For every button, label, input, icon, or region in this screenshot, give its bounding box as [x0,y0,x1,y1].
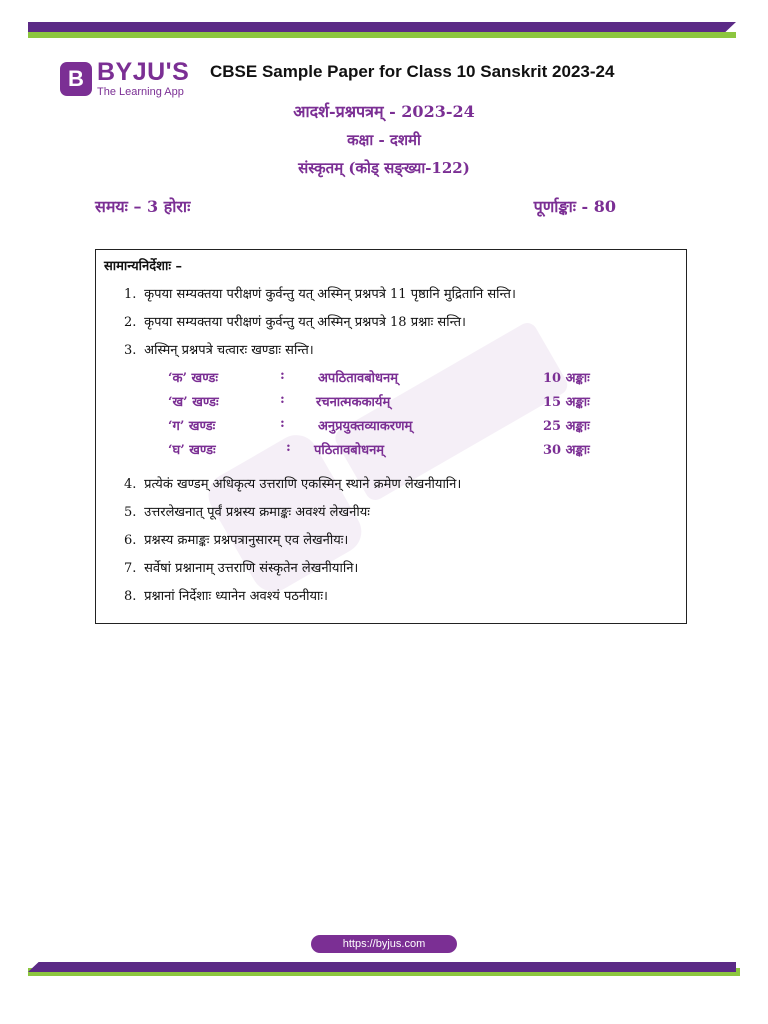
byjus-logo [60,60,189,98]
instruction-item: 5. उत्तरलेखनात् पूर्वं प्रश्नस्य क्रमाङ्कः अवश्यं लेखनीयः [124,505,370,520]
footer-url-link[interactable]: https://byjus.com [311,935,457,953]
top-bar-green [28,32,736,38]
subject-line: संस्कृतम् (कोड् सङ्ख्या-122) [298,159,470,177]
logo-mark-icon: B [60,62,92,96]
instructions-box: सामान्यनिर्देशाः – 1. कृपया सम्यक्तया परीक्षणं कुर्वन्तु यत् अस्मिन् प्रश्नपत्रे 11 पृष्ठानि मुद्रितानि सन्ति। 2. कृपया सम्यक्तया परीक्षणं कुर्वन्तु यत् अस्मिन् प्रश्नपत्रे 18 प्रश्नाः सन्ति। 3. अस्मिन् प्रश्नपत्रे चत्वारः खण्डाः सन्ति। ‘क’ खण्डः : अपठितावबोधनम् 10 अङ्काः ‘ख’ खण्डः : रचनात्मककार्यम् 15 अङ्काः ‘ग’ खण्डः : अनुप्रयुक्तव्याकरणम् 25 अङ्काः ‘घ’ खण्डः : पठितावबोधनम् 30 अङ्काः 4. प्रत्येकं खण्डम् अधिकृत्य उत्तराणि एकस्मिन् स्थाने क्रमेण लेखनीयानि। 5. उत्तरलेखनात् पूर्वं प्रश्नस्य क्रमाङ्कः अवश्यं लेखनीयः 6. प्रश्नस्य क्रमाङ्कः प्रश्नपत्रानुसारम् एव लेखनीयः। 7. सर्वेषां प्रश्नानाम् उत्तराणि संस्कृतेन लेखनीयानि। 8. प्रश्नानां निर्देशाः ध्यानेन अवश्यं पठनीयाः। [95,249,687,624]
logo-word: BYJU'S [97,58,190,86]
total-marks: पूर्णाङ्काः - 80 [533,197,616,216]
top-bar-purple [28,22,736,32]
instruction-item: 8. प्रश्नानां निर्देशाः ध्यानेन अवश्यं पठनीयाः। [124,589,328,604]
bottom-bar-purple [28,962,736,972]
instruction-item: 6. प्रश्नस्य क्रमाङ्कः प्रश्नपत्रानुसारम् एव लेखनीयः। [124,533,349,548]
instructions-heading: सामान्यनिर्देशाः – [104,259,183,274]
paper-title: आदर्श-प्रश्नपत्रम् - 2023-24 [293,102,475,121]
class-line: कक्षा - दशमी [347,131,421,149]
logo-tagline: The Learning App [97,86,184,98]
header-title: CBSE Sample Paper for Class 10 Sanskrit 2023-24 [210,62,615,81]
instruction-item: 1. कृपया सम्यक्तया परीक्षणं कुर्वन्तु यत् अस्मिन् प्रश्नपत्रे 11 पृष्ठानि मुद्रितानि सन्ति। [124,287,516,302]
instruction-item: 4. प्रत्येकं खण्डम् अधिकृत्य उत्तराणि एकस्मिन् स्थाने क्रमेण लेखनीयानि। [124,477,462,492]
instruction-item: 7. सर्वेषां प्रश्नानाम् उत्तराणि संस्कृतेन लेखनीयानि। [124,561,359,576]
instruction-item: 3. अस्मिन् प्रश्नपत्रे चत्वारः खण्डाः सन्ति। [124,343,314,358]
instruction-item: 2. कृपया सम्यक्तया परीक्षणं कुर्वन्तु यत् अस्मिन् प्रश्नपत्रे 18 प्रश्नाः सन्ति। [124,315,466,330]
time-allowed: समयः – 3 होराः [95,197,191,216]
